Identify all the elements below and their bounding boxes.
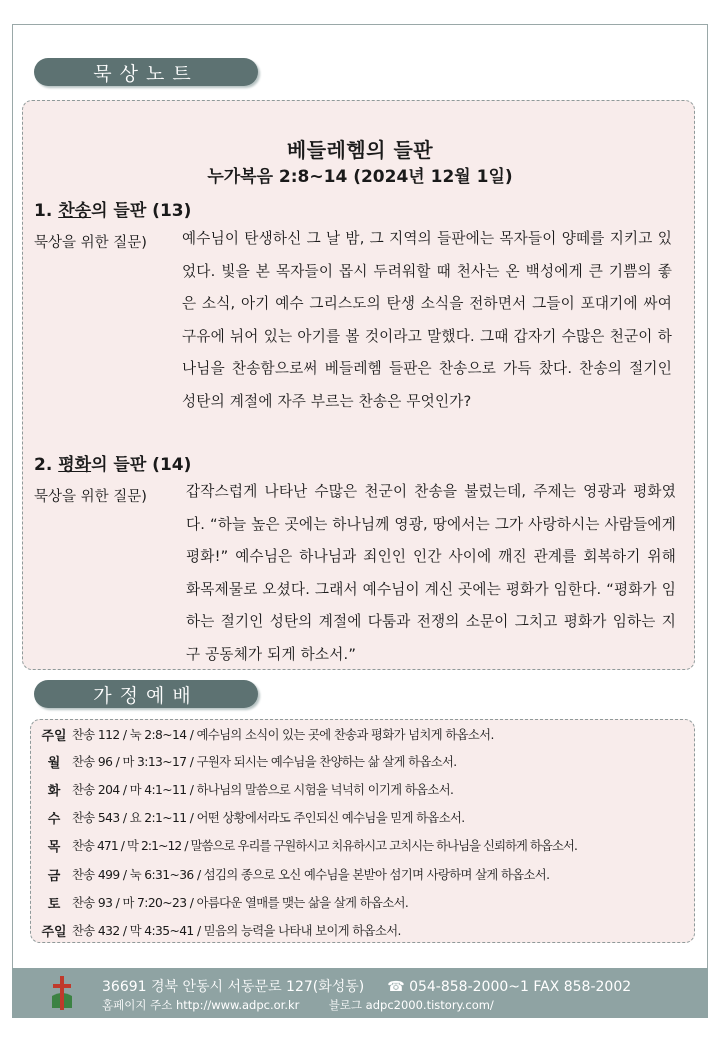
footer-homepage-link[interactable]: 홈페이지 주소 http://www.adpc.or.kr xyxy=(102,998,300,1012)
worship-day: 금 xyxy=(47,868,61,884)
worship-row xyxy=(36,805,465,829)
meditation-paragraph-1: 예수님이 탄생하신 그 날 밤, 그 지역의 들판에는 목자들이 양떼를 지키고 있었다. 빛을 본 목자들이 몹시 두려워할 때 천사는 온 백성에게 큰 기쁨의 좋은 소식, 아기 예수 그리스도의 탄생 소식을 전하면서 그들이 포대기에 싸여 구유에 뉘어 있는 아기를 볼 것이라고 말했다. 그때 갑자기 수많은 천군이 하나님을 찬송함으로써 베들레헴 들판은 찬송으로 가득 찼다. 찬송의 절기인 성탄의 계절에 자주 부르는 찬송은 무엇인가? xyxy=(182,230,672,410)
footer-address: 36691 경북 안동시 서동문로 127(화성동) xyxy=(102,979,365,995)
worship-row xyxy=(36,749,457,773)
section-keyword: 찬송 xyxy=(58,201,92,221)
worship-text: 찬송 543 / 요 2:1~11 / 어떤 상황에서라도 주인되신 예수님을 믿게 하옵소서. xyxy=(72,811,465,825)
worship-text: 찬송 112 / 눅 2:8~14 / 예수님의 소식이 있는 곳에 찬송과 평화가 넘치게 하옵소서. xyxy=(72,728,494,742)
worship-day: 화 xyxy=(47,783,61,799)
worship-day: 토 xyxy=(47,896,61,912)
section-heading-1 xyxy=(34,196,191,221)
footer-web-line xyxy=(102,997,494,1013)
worship-text: 찬송 471 / 막 2:1~12 / 말씀으로 우리를 구원하시고 치유하시고 고치시는 하나님을 신뢰하게 하옵소서. xyxy=(72,839,577,853)
section-label-family-worship xyxy=(34,680,258,708)
footer xyxy=(12,968,708,1018)
worship-text: 찬송 204 / 마 4:1~11 / 하나님의 말씀으로 시험을 넉넉히 이기게 하옵소서. xyxy=(72,783,454,797)
worship-row xyxy=(36,890,408,914)
section-heading-2 xyxy=(34,450,191,475)
page-title: 베들레헴의 들판 xyxy=(286,138,434,162)
footer-phone: ☎ 054-858-2000~1 FAX 858-2002 xyxy=(387,979,632,995)
section-label-meditation xyxy=(34,58,258,86)
question-label-1: 묵상을 위한 질문) xyxy=(34,235,147,251)
footer-contact-line xyxy=(102,976,631,996)
worship-row xyxy=(36,862,549,886)
question-label-2: 묵상을 위한 질문) xyxy=(34,489,147,505)
section-heading-rest: 의 들판 (14) xyxy=(91,455,192,475)
worship-row xyxy=(36,722,494,746)
section-label-text: 묵상노트 xyxy=(93,62,199,85)
worship-text: 찬송 432 / 막 4:35~41 / 믿음의 능력을 나타내 보이게 하옵소서. xyxy=(72,924,401,938)
worship-day: 주일 xyxy=(41,924,67,940)
worship-text: 찬송 499 / 눅 6:31~36 / 섬김의 종으로 오신 예수님을 본받아 섬기며 사랑하며 살게 하옵소서. xyxy=(72,868,550,882)
worship-text: 찬송 93 / 마 7:20~23 / 아름다운 열매를 맺는 삶을 살게 하옵소서. xyxy=(72,896,409,910)
scripture-reference: 누가복음 2:8~14 (2024년 12월 1일) xyxy=(207,167,513,187)
section-label-text: 가정예배 xyxy=(93,684,199,707)
meditation-paragraph-2: 갑작스럽게 나타난 수많은 천군이 찬송을 불렀는데, 주제는 영광과 평화였다. “하늘 높은 곳에는 하나님께 영광, 땅에서는 그가 사랑하시는 사람들에게 평화!” 예수님은 하나님과 죄인인 인간 사이에 깨진 관계를 회복하기 위해 화목제물로 오셨다. 그래서 예수님이 계신 곳에는 평화가 임한다. “평화가 임하는 절기인 성탄의 계절에 다툼과 전쟁의 소문이 그치고 평화가 임하는 지구 공동체가 되게 하소서.” xyxy=(186,483,676,663)
section-number: 1. xyxy=(34,201,53,221)
worship-day: 목 xyxy=(47,839,61,855)
worship-row xyxy=(36,833,577,857)
footer-blog-link[interactable]: 블로그 adpc2000.tistory.com/ xyxy=(328,998,494,1012)
worship-day: 수 xyxy=(47,811,61,827)
section-keyword: 평화 xyxy=(58,455,92,475)
section-heading-rest: 의 들판 (13) xyxy=(91,201,192,221)
worship-text: 찬송 96 / 마 3:13~17 / 구원자 되시는 예수님을 찬양하는 삶 살게 하옵소서. xyxy=(72,755,457,769)
worship-day: 주일 xyxy=(41,728,67,744)
church-cross-icon xyxy=(50,974,74,1012)
worship-row xyxy=(36,777,453,801)
worship-day: 월 xyxy=(47,755,61,771)
worship-row xyxy=(36,918,401,942)
section-number: 2. xyxy=(34,455,53,475)
